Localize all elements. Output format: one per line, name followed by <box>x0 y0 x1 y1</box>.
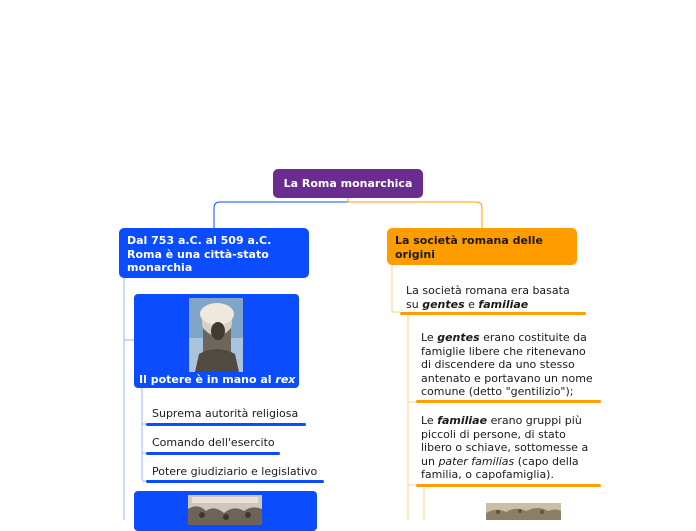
gentes-underline <box>416 400 601 403</box>
item-army-command[interactable]: Comando dell'esercito <box>152 436 275 449</box>
rex-caption-emph: rex <box>275 373 296 386</box>
intro-familiae: familiae <box>478 297 529 311</box>
familiae-text-a: Le <box>421 414 438 427</box>
gentes-emph: gentes <box>437 331 480 344</box>
item-underline <box>146 480 324 483</box>
statue-image <box>189 298 243 372</box>
battle-relief-image <box>188 495 262 525</box>
item-underline <box>146 452 280 455</box>
intro-underline <box>400 312 586 315</box>
familiae-text-c: (capo della familia, o capofamiglia). <box>421 454 579 481</box>
familiae-note[interactable] <box>421 414 599 482</box>
intro-gentes: gentes <box>422 297 465 311</box>
item-underline <box>146 423 306 426</box>
battle-image-node[interactable] <box>134 491 317 531</box>
root-node[interactable]: La Roma monarchica <box>273 169 423 198</box>
familiae-emph-2: pater familias <box>438 454 515 468</box>
roman-family-image[interactable] <box>486 503 561 520</box>
gentes-text-a: Le <box>421 331 438 344</box>
intro-and: e <box>464 297 479 311</box>
rex-caption-text: Il potere è in mano al <box>139 373 276 386</box>
item-religious-authority[interactable]: Suprema autorità religiosa <box>152 407 299 420</box>
item-judicial-power[interactable]: Potere giudiziario e legislativo <box>152 465 318 478</box>
intro-text: La società romana era basata su <box>406 284 570 311</box>
right-branch-node[interactable]: La società romana delle origini <box>387 228 577 265</box>
familiae-emph: familiae <box>437 414 488 427</box>
rex-image-node[interactable] <box>134 294 299 388</box>
left-branch-node[interactable]: Dal 753 a.C. al 509 a.C. Roma è una città-stato monarchia <box>119 228 309 278</box>
gentes-text-b: erano costituite da famiglie libere che ritenevano di discendere da uno stesso antenato e portavano un nome comune (detto "gentilizio"); <box>421 331 593 398</box>
gentes-note[interactable] <box>421 331 599 399</box>
familiae-text-b: erano gruppi più piccoli di persone, di stato libero o schiave, sottomesse a un <box>421 414 589 468</box>
society-intro[interactable] <box>406 284 584 311</box>
familiae-underline <box>416 484 601 487</box>
rex-caption <box>139 373 295 386</box>
